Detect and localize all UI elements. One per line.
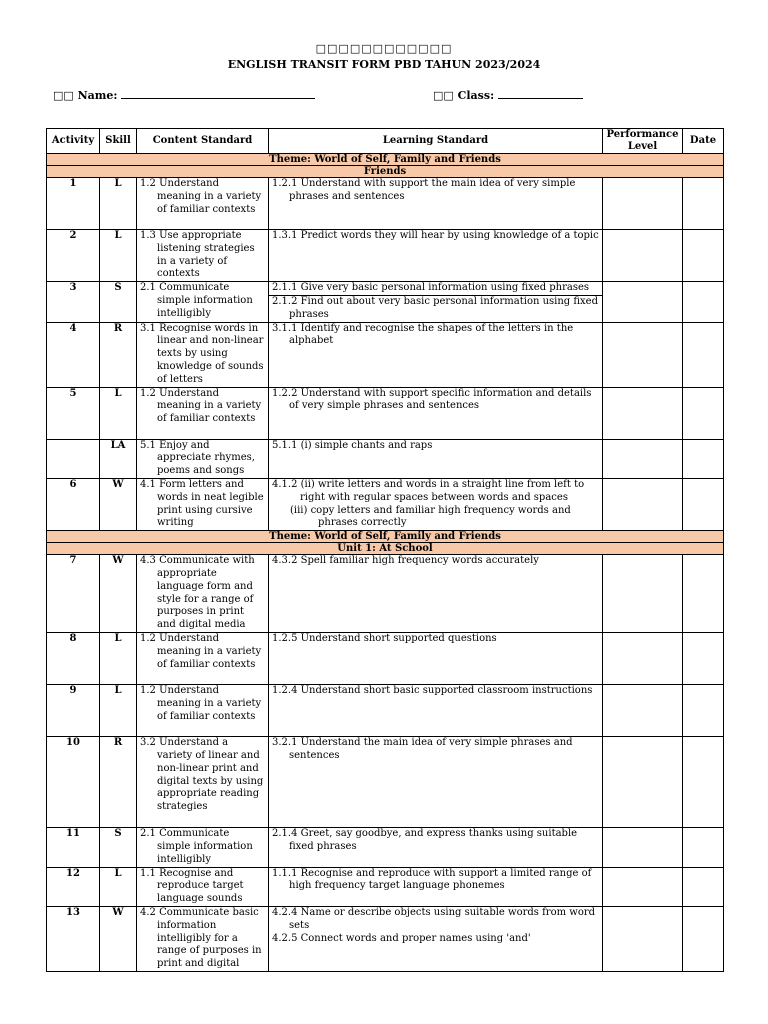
table-row	[47, 478, 724, 530]
skill-cell: L	[100, 387, 137, 439]
skill-cell: W	[100, 478, 137, 530]
form-title: ENGLISH TRANSIT FORM PBD TAHUN 2023/2024	[227, 58, 541, 71]
table-row	[47, 685, 724, 737]
content-standard-cell: 1.2 Understand meaning in a variety of familiar contexts	[137, 387, 269, 439]
table-row	[47, 633, 724, 685]
table-row	[47, 387, 724, 439]
table-header-row	[47, 129, 724, 154]
performance-level-cell[interactable]	[603, 867, 683, 906]
unit-band: Unit 1: At School	[47, 543, 724, 555]
content-standard-cell: 1.1 Recognise and reproduce target language sounds	[137, 867, 269, 906]
performance-level-cell[interactable]	[603, 633, 683, 685]
date-cell[interactable]	[683, 230, 724, 282]
content-standard-cell: 1.2 Understand meaning in a variety of familiar contexts	[137, 685, 269, 737]
date-cell[interactable]	[683, 633, 724, 685]
date-cell[interactable]	[683, 387, 724, 439]
performance-level-cell[interactable]	[603, 387, 683, 439]
content-standard-cell: 1.2 Understand meaning in a variety of familiar contexts	[137, 633, 269, 685]
content-standard-cell: 4.3 Communicate with appropriate language form and style for a range of purposes in print and digital media	[137, 555, 269, 633]
learning-standard-cell: 1.3.1 Predict words they will hear by using knowledge of a topic	[269, 230, 603, 282]
date-cell[interactable]	[683, 282, 724, 322]
skill-cell: W	[100, 555, 137, 633]
skill-cell: S	[100, 282, 137, 322]
activity-cell: 10	[47, 737, 100, 828]
date-cell[interactable]	[683, 828, 724, 867]
learning-standard-cell: 1.1.1 Recognise and reproduce with support a limited range of high frequency target language phonemes	[269, 867, 603, 906]
skill-cell: W	[100, 906, 137, 971]
performance-level-cell[interactable]	[603, 828, 683, 867]
learning-standard-cell: 4.1.2 (ii) write letters and words in a straight line from left to right with regular spaces between words and spaces (iii) copy letters and familiar high frequency words and phrases correctly	[269, 478, 603, 530]
performance-level-cell[interactable]	[603, 737, 683, 828]
transit-form-table	[46, 128, 724, 972]
learning-standard-cell: 4.2.4 Name or describe objects using suitable words from word sets 4.2.5 Connect words and proper names using 'and'	[269, 906, 603, 971]
activity-cell: 6	[47, 478, 100, 530]
learning-standard-cell: 3.2.1 Understand the main idea of very simple phrases and sentences	[269, 737, 603, 828]
table-row	[47, 555, 724, 633]
skill-cell: R	[100, 737, 137, 828]
date-cell[interactable]	[683, 685, 724, 737]
column-header-learning-standard: Learning Standard	[269, 129, 603, 154]
date-cell[interactable]	[683, 478, 724, 530]
table-row	[47, 178, 724, 230]
performance-level-cell[interactable]	[603, 478, 683, 530]
activity-cell: 3	[47, 282, 100, 322]
learning-standard-cell: 5.1.1 (i) simple chants and raps	[269, 439, 603, 478]
skill-cell: L	[100, 867, 137, 906]
skill-cell: L	[100, 230, 137, 282]
date-cell[interactable]	[683, 322, 724, 387]
table-row	[47, 439, 724, 478]
learning-standard-cell: 4.3.2 Spell familiar high frequency words accurately	[269, 555, 603, 633]
table-row	[47, 737, 724, 828]
class-field[interactable]	[433, 88, 583, 102]
name-field[interactable]	[53, 88, 315, 102]
name-blank-line[interactable]	[121, 88, 315, 99]
activity-cell: 12	[47, 867, 100, 906]
learning-standard-cell: 1.2.4 Understand short basic supported classroom instructions	[269, 685, 603, 737]
performance-level-cell[interactable]	[603, 178, 683, 230]
activity-cell: 13	[47, 906, 100, 971]
activity-cell	[47, 439, 100, 478]
activity-cell: 5	[47, 387, 100, 439]
class-blank-line[interactable]	[498, 88, 583, 99]
activity-cell: 1	[47, 178, 100, 230]
learning-standard-cell: 1.2.5 Understand short supported questions	[269, 633, 603, 685]
theme-band: Theme: World of Self, Family and Friends	[47, 154, 724, 166]
column-header-skill: Skill	[100, 129, 137, 154]
column-header-activity: Activity	[47, 129, 100, 154]
date-cell[interactable]	[683, 555, 724, 633]
content-standard-cell: 4.1 Form letters and words in neat legible print using cursive writing	[137, 478, 269, 530]
table-row	[47, 322, 724, 387]
date-cell[interactable]	[683, 439, 724, 478]
date-cell[interactable]	[683, 906, 724, 971]
content-standard-cell: 5.1 Enjoy and appreciate rhymes, poems and songs	[137, 439, 269, 478]
table-row	[47, 867, 724, 906]
table-row	[47, 282, 724, 322]
topic-band: Friends	[47, 166, 724, 178]
date-cell[interactable]	[683, 737, 724, 828]
performance-level-cell[interactable]	[603, 439, 683, 478]
content-standard-cell: 2.1 Communicate simple information intelligibly	[137, 282, 269, 322]
content-standard-cell: 3.2 Understand a variety of linear and non-linear print and digital texts by using appropriate reading strategies	[137, 737, 269, 828]
skill-cell: LA	[100, 439, 137, 478]
learning-standard-cell: 1.2.1 Understand with support the main idea of very simple phrases and sentences	[269, 178, 603, 230]
performance-level-cell[interactable]	[603, 282, 683, 322]
column-header-content-standard: Content Standard	[137, 129, 269, 154]
date-cell[interactable]	[683, 178, 724, 230]
content-standard-cell: 2.1 Communicate simple information intelligibly	[137, 828, 269, 867]
content-standard-cell: 1.3 Use appropriate listening strategies in a variety of contexts	[137, 230, 269, 282]
skill-cell: L	[100, 633, 137, 685]
activity-cell: 4	[47, 322, 100, 387]
activity-cell: 11	[47, 828, 100, 867]
table-row	[47, 230, 724, 282]
date-cell[interactable]	[683, 867, 724, 906]
table-row	[47, 906, 724, 971]
content-standard-cell: 1.2 Understand meaning in a variety of familiar contexts	[137, 178, 269, 230]
learning-standard-cell: 2.1.4 Greet, say goodbye, and express thanks using suitable fixed phrases	[269, 828, 603, 867]
skill-cell: L	[100, 178, 137, 230]
content-standard-cell: 4.2 Communicate basic information intelligibly for a range of purposes in print and digital	[137, 906, 269, 971]
performance-level-cell[interactable]	[603, 685, 683, 737]
skill-cell: L	[100, 685, 137, 737]
performance-level-cell[interactable]	[603, 322, 683, 387]
activity-cell: 7	[47, 555, 100, 633]
skill-cell: S	[100, 828, 137, 867]
theme-band: Theme: World of Self, Family and Friends	[47, 531, 724, 543]
school-name: □□□□□□□□□□□□	[315, 42, 453, 55]
learning-standard-cell: 2.1.1 Give very basic personal information using fixed phrases 2.1.2 Find out about very basic personal information using fixed phrases	[269, 282, 603, 322]
activity-cell: 8	[47, 633, 100, 685]
table-row	[47, 828, 724, 867]
activity-cell: 9	[47, 685, 100, 737]
learning-standard-cell: 1.2.2 Understand with support specific information and details of very simple phrases and sentences	[269, 387, 603, 439]
performance-level-cell[interactable]	[603, 906, 683, 971]
column-header-performance-level: Performance Level	[603, 129, 683, 154]
learning-standard-cell: 3.1.1 Identify and recognise the shapes of the letters in the alphabet	[269, 322, 603, 387]
content-standard-cell: 3.1 Recognise words in linear and non-linear texts by using knowledge of sounds of letters	[137, 322, 269, 387]
column-header-date: Date	[683, 129, 724, 154]
performance-level-cell[interactable]	[603, 555, 683, 633]
name-label: □□ Name:	[53, 89, 118, 102]
class-label: □□ Class:	[433, 89, 495, 102]
performance-level-cell[interactable]	[603, 230, 683, 282]
skill-cell: R	[100, 322, 137, 387]
activity-cell: 2	[47, 230, 100, 282]
